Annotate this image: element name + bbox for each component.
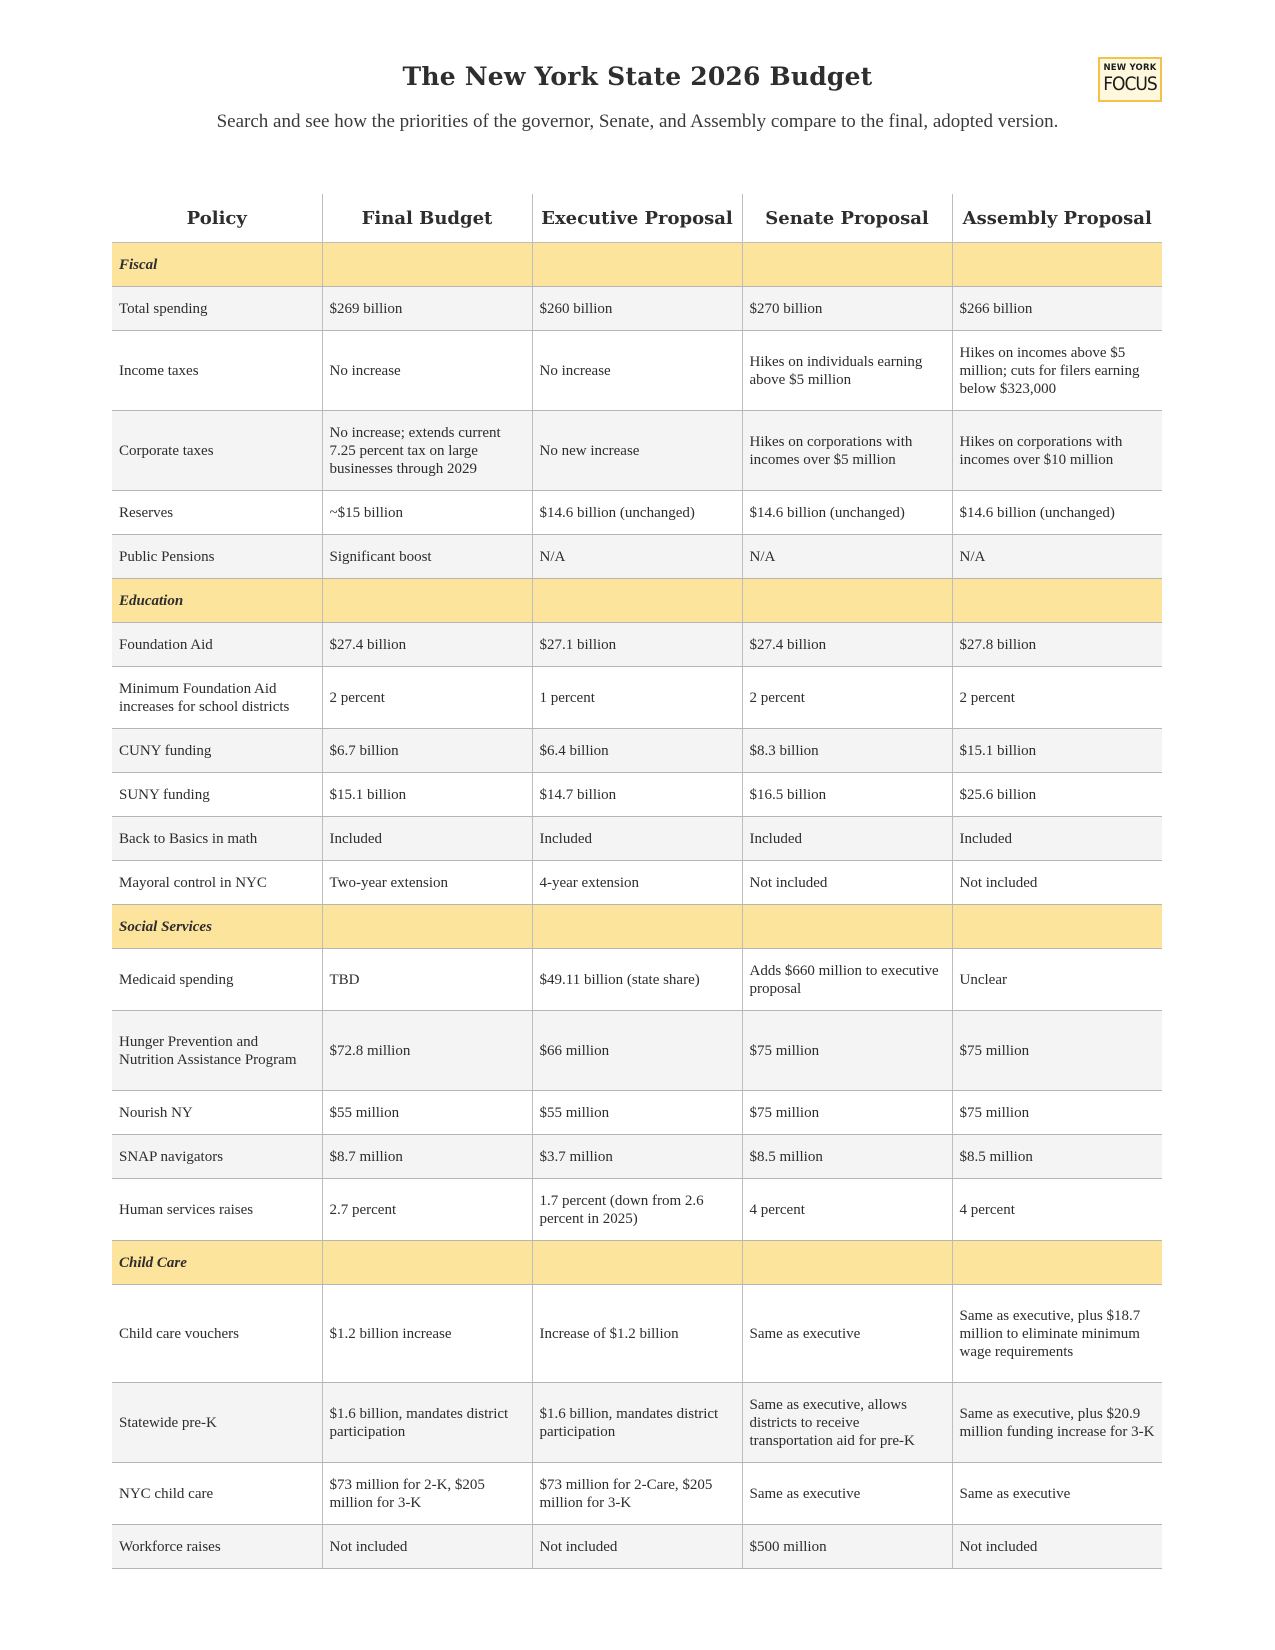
- section-label: Child Care: [112, 1241, 322, 1285]
- table-row: [112, 1011, 1162, 1091]
- senate-proposal-cell: 2 percent: [742, 667, 952, 729]
- policy-cell: Child care vouchers: [112, 1285, 322, 1383]
- table-row: [112, 861, 1162, 905]
- assembly-proposal-cell: Hikes on corporations with incomes over $10 million: [952, 411, 1162, 491]
- table-row: [112, 331, 1162, 411]
- final-budget-cell: $269 billion: [322, 287, 532, 331]
- assembly-proposal-cell: $15.1 billion: [952, 729, 1162, 773]
- assembly-proposal-cell: $8.5 million: [952, 1135, 1162, 1179]
- assembly-proposal-cell: $75 million: [952, 1091, 1162, 1135]
- column-header-final-budget: Final Budget: [322, 194, 532, 243]
- final-budget-cell: $6.7 billion: [322, 729, 532, 773]
- budget-comparison-table: [112, 194, 1162, 1569]
- section-fill: [532, 905, 742, 949]
- executive-proposal-cell: 1.7 percent (down from 2.6 percent in 2025): [532, 1179, 742, 1241]
- policy-cell: SNAP navigators: [112, 1135, 322, 1179]
- section-label: Fiscal: [112, 243, 322, 287]
- section-fill: [742, 1241, 952, 1285]
- senate-proposal-cell: $14.6 billion (unchanged): [742, 491, 952, 535]
- final-budget-cell: $15.1 billion: [322, 773, 532, 817]
- policy-cell: CUNY funding: [112, 729, 322, 773]
- table-row: [112, 287, 1162, 331]
- final-budget-cell: $1.6 billion, mandates district participation: [322, 1383, 532, 1463]
- assembly-proposal-cell: Same as executive, plus $18.7 million to eliminate minimum wage requirements: [952, 1285, 1162, 1383]
- policy-cell: Workforce raises: [112, 1525, 322, 1569]
- table-row: [112, 411, 1162, 491]
- executive-proposal-cell: No new increase: [532, 411, 742, 491]
- senate-proposal-cell: Same as executive, allows districts to receive transportation aid for pre-K: [742, 1383, 952, 1463]
- final-budget-cell: ~$15 billion: [322, 491, 532, 535]
- executive-proposal-cell: Increase of $1.2 billion: [532, 1285, 742, 1383]
- table-row: [112, 535, 1162, 579]
- policy-cell: Income taxes: [112, 331, 322, 411]
- page-subtitle: Search and see how the priorities of the governor, Senate, and Assembly compare to the final, adopted version.: [216, 111, 1059, 132]
- table-row: [112, 623, 1162, 667]
- section-fill: [322, 579, 532, 623]
- assembly-proposal-cell: $266 billion: [952, 287, 1162, 331]
- policy-cell: Human services raises: [112, 1179, 322, 1241]
- section-row-social-services: [112, 905, 1162, 949]
- senate-proposal-cell: $500 million: [742, 1525, 952, 1569]
- senate-proposal-cell: 4 percent: [742, 1179, 952, 1241]
- section-fill: [322, 905, 532, 949]
- section-fill: [952, 1241, 1162, 1285]
- assembly-proposal-cell: Same as executive, plus $20.9 million funding increase for 3-K: [952, 1383, 1162, 1463]
- final-budget-cell: $73 million for 2-K, $205 million for 3-K: [322, 1463, 532, 1525]
- policy-cell: Statewide pre-K: [112, 1383, 322, 1463]
- logo-text-bottom: FOCUS: [1103, 73, 1157, 95]
- executive-proposal-cell: $66 million: [532, 1011, 742, 1091]
- executive-proposal-cell: $55 million: [532, 1091, 742, 1135]
- section-fill: [742, 579, 952, 623]
- assembly-proposal-cell: $14.6 billion (unchanged): [952, 491, 1162, 535]
- assembly-proposal-cell: Hikes on incomes above $5 million; cuts for filers earning below $323,000: [952, 331, 1162, 411]
- policy-cell: Back to Basics in math: [112, 817, 322, 861]
- table-row: [112, 491, 1162, 535]
- executive-proposal-cell: $14.7 billion: [532, 773, 742, 817]
- section-fill: [322, 243, 532, 287]
- section-label: Education: [112, 579, 322, 623]
- policy-cell: Total spending: [112, 287, 322, 331]
- policy-cell: SUNY funding: [112, 773, 322, 817]
- section-fill: [952, 579, 1162, 623]
- table-row: [112, 773, 1162, 817]
- senate-proposal-cell: N/A: [742, 535, 952, 579]
- section-fill: [952, 905, 1162, 949]
- column-header-senate-proposal: Senate Proposal: [742, 194, 952, 243]
- table-row: [112, 949, 1162, 1011]
- assembly-proposal-cell: $27.8 billion: [952, 623, 1162, 667]
- senate-proposal-cell: $8.5 million: [742, 1135, 952, 1179]
- executive-proposal-cell: $49.11 billion (state share): [532, 949, 742, 1011]
- executive-proposal-cell: 4-year extension: [532, 861, 742, 905]
- senate-proposal-cell: Hikes on individuals earning above $5 million: [742, 331, 952, 411]
- table-row: [112, 1135, 1162, 1179]
- assembly-proposal-cell: Same as executive: [952, 1463, 1162, 1525]
- new-york-focus-logo: [1098, 57, 1162, 102]
- executive-proposal-cell: $6.4 billion: [532, 729, 742, 773]
- section-label: Social Services: [112, 905, 322, 949]
- section-row-education: [112, 579, 1162, 623]
- assembly-proposal-cell: 2 percent: [952, 667, 1162, 729]
- policy-cell: Reserves: [112, 491, 322, 535]
- table-row: [112, 1179, 1162, 1241]
- executive-proposal-cell: $73 million for 2-Care, $205 million for 3-K: [532, 1463, 742, 1525]
- executive-proposal-cell: N/A: [532, 535, 742, 579]
- table-header-row: [112, 194, 1162, 243]
- section-fill: [742, 905, 952, 949]
- senate-proposal-cell: $16.5 billion: [742, 773, 952, 817]
- table-row: [112, 1383, 1162, 1463]
- final-budget-cell: TBD: [322, 949, 532, 1011]
- senate-proposal-cell: Same as executive: [742, 1463, 952, 1525]
- senate-proposal-cell: $270 billion: [742, 287, 952, 331]
- senate-proposal-cell: Adds $660 million to executive proposal: [742, 949, 952, 1011]
- section-fill: [952, 243, 1162, 287]
- senate-proposal-cell: Same as executive: [742, 1285, 952, 1383]
- table-row: [112, 1285, 1162, 1383]
- assembly-proposal-cell: Unclear: [952, 949, 1162, 1011]
- assembly-proposal-cell: N/A: [952, 535, 1162, 579]
- assembly-proposal-cell: Not included: [952, 1525, 1162, 1569]
- final-budget-cell: $27.4 billion: [322, 623, 532, 667]
- final-budget-cell: $1.2 billion increase: [322, 1285, 532, 1383]
- final-budget-cell: $8.7 million: [322, 1135, 532, 1179]
- final-budget-cell: Not included: [322, 1525, 532, 1569]
- section-row-fiscal: [112, 243, 1162, 287]
- policy-cell: Medicaid spending: [112, 949, 322, 1011]
- senate-proposal-cell: $8.3 billion: [742, 729, 952, 773]
- section-row-child-care: [112, 1241, 1162, 1285]
- final-budget-cell: 2.7 percent: [322, 1179, 532, 1241]
- section-fill: [322, 1241, 532, 1285]
- policy-cell: Foundation Aid: [112, 623, 322, 667]
- section-fill: [532, 243, 742, 287]
- table-row: [112, 1091, 1162, 1135]
- senate-proposal-cell: $27.4 billion: [742, 623, 952, 667]
- executive-proposal-cell: $260 billion: [532, 287, 742, 331]
- policy-cell: Nourish NY: [112, 1091, 322, 1135]
- policy-cell: NYC child care: [112, 1463, 322, 1525]
- executive-proposal-cell: $1.6 billion, mandates district participation: [532, 1383, 742, 1463]
- column-header-executive-proposal: Executive Proposal: [532, 194, 742, 243]
- executive-proposal-cell: 1 percent: [532, 667, 742, 729]
- senate-proposal-cell: $75 million: [742, 1011, 952, 1091]
- final-budget-cell: No increase; extends current 7.25 percent tax on large businesses through 2029: [322, 411, 532, 491]
- final-budget-cell: Significant boost: [322, 535, 532, 579]
- senate-proposal-cell: Hikes on corporations with incomes over $5 million: [742, 411, 952, 491]
- logo-text-top: NEW YORK: [1103, 63, 1157, 73]
- executive-proposal-cell: No increase: [532, 331, 742, 411]
- column-header-assembly-proposal: Assembly Proposal: [952, 194, 1162, 243]
- table-row: [112, 729, 1162, 773]
- policy-cell: Hunger Prevention and Nutrition Assistance Program: [112, 1011, 322, 1091]
- column-header-policy: Policy: [112, 194, 322, 243]
- final-budget-cell: Two-year extension: [322, 861, 532, 905]
- section-fill: [532, 579, 742, 623]
- page-title: The New York State 2026 Budget: [402, 62, 873, 91]
- table-row: [112, 817, 1162, 861]
- policy-cell: Mayoral control in NYC: [112, 861, 322, 905]
- assembly-proposal-cell: $75 million: [952, 1011, 1162, 1091]
- assembly-proposal-cell: 4 percent: [952, 1179, 1162, 1241]
- senate-proposal-cell: Included: [742, 817, 952, 861]
- assembly-proposal-cell: Included: [952, 817, 1162, 861]
- executive-proposal-cell: $14.6 billion (unchanged): [532, 491, 742, 535]
- executive-proposal-cell: $27.1 billion: [532, 623, 742, 667]
- final-budget-cell: $55 million: [322, 1091, 532, 1135]
- table-row: [112, 1525, 1162, 1569]
- executive-proposal-cell: $3.7 million: [532, 1135, 742, 1179]
- assembly-proposal-cell: Not included: [952, 861, 1162, 905]
- final-budget-cell: No increase: [322, 331, 532, 411]
- final-budget-cell: $72.8 million: [322, 1011, 532, 1091]
- section-fill: [742, 243, 952, 287]
- executive-proposal-cell: Not included: [532, 1525, 742, 1569]
- senate-proposal-cell: $75 million: [742, 1091, 952, 1135]
- table-row: [112, 1463, 1162, 1525]
- executive-proposal-cell: Included: [532, 817, 742, 861]
- table-row: [112, 667, 1162, 729]
- senate-proposal-cell: Not included: [742, 861, 952, 905]
- policy-cell: Public Pensions: [112, 535, 322, 579]
- assembly-proposal-cell: $25.6 billion: [952, 773, 1162, 817]
- final-budget-cell: 2 percent: [322, 667, 532, 729]
- policy-cell: Minimum Foundation Aid increases for school districts: [112, 667, 322, 729]
- section-fill: [532, 1241, 742, 1285]
- final-budget-cell: Included: [322, 817, 532, 861]
- policy-cell: Corporate taxes: [112, 411, 322, 491]
